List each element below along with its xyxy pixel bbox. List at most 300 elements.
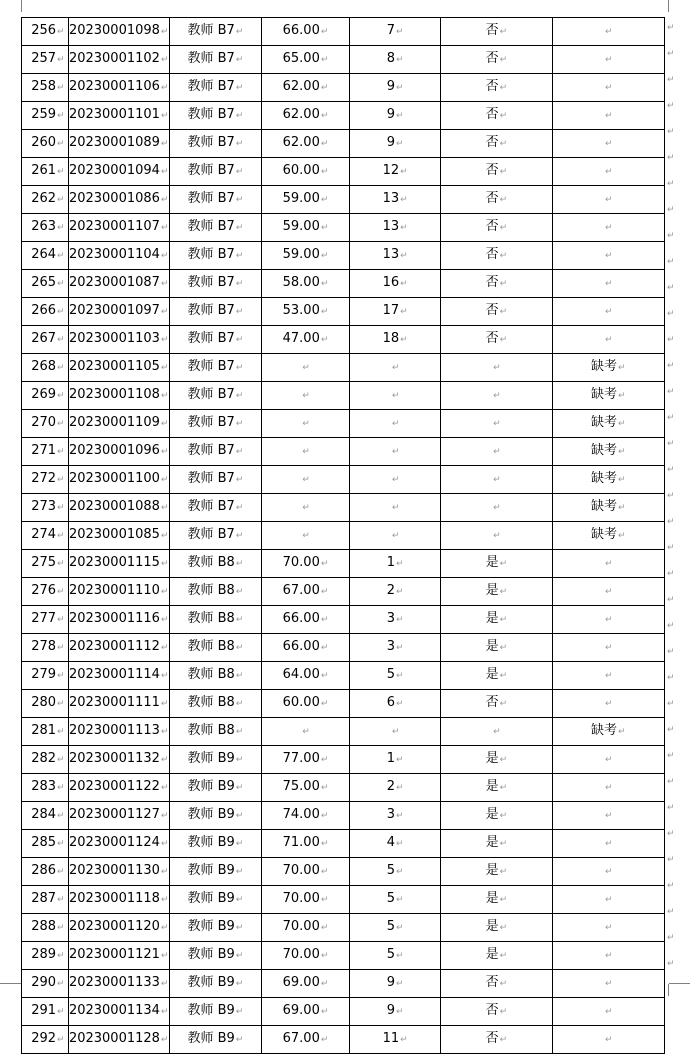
cell-rank <box>350 326 441 354</box>
cell-score-text: 66.00 <box>282 639 320 654</box>
paragraph-mark-icon: ↵ <box>235 251 244 261</box>
cell-exam-id <box>68 690 169 718</box>
paragraph-mark-icon: ↵ <box>235 139 244 149</box>
paragraph-mark-icon: ↵ <box>605 811 613 821</box>
paragraph-mark-icon: ↵ <box>160 27 169 37</box>
paragraph-mark-icon: ↵ <box>605 755 613 765</box>
cell-number-text: 267 <box>31 331 57 346</box>
cell-advance-text: 是 <box>485 667 499 682</box>
paragraph-mark-icon: ↵ <box>160 923 169 933</box>
paragraph-mark-icon: ↵ <box>235 83 244 93</box>
paragraph-mark-icon: ↵ <box>605 1035 613 1045</box>
paragraph-mark-icon: ↵ <box>395 55 404 65</box>
paragraph-mark-icon: ↵ <box>605 867 613 877</box>
cell-number-text: 282 <box>31 751 57 766</box>
cell-advance-text: 否 <box>485 331 499 346</box>
table-row <box>22 942 665 970</box>
paragraph-mark-icon: ↵ <box>160 335 169 345</box>
cell-position <box>169 354 261 382</box>
cell-number-text: 266 <box>31 303 57 318</box>
cell-rank-text: 3 <box>386 611 395 626</box>
cell-exam-id-text: 20230001088 <box>68 499 160 514</box>
cell-score <box>261 102 349 130</box>
paragraph-mark-icon: ↵ <box>605 83 613 93</box>
cell-exam-id-text: 20230001121 <box>68 947 160 962</box>
cell-number <box>22 914 69 942</box>
cell-position <box>169 18 261 46</box>
cell-remark <box>552 74 664 102</box>
cell-position <box>169 634 261 662</box>
paragraph-mark-icon: ↵ <box>57 223 65 233</box>
cell-score <box>261 1026 349 1054</box>
cell-score-text: 59.00 <box>282 191 320 206</box>
cell-number <box>22 382 69 410</box>
paragraph-mark-icon: ↵ <box>320 167 329 177</box>
cell-number-text: 283 <box>31 779 57 794</box>
paragraph-mark-icon: ↵ <box>493 419 501 429</box>
cell-advance-text: 否 <box>485 303 499 318</box>
cell-remark <box>552 494 664 522</box>
paragraph-mark-icon: ↵ <box>160 279 169 289</box>
paragraph-mark-icon: ↵ <box>320 559 329 569</box>
row-end-mark-icon: ↵ <box>667 933 675 943</box>
row-end-mark-icon: ↵ <box>667 777 675 787</box>
crop-mark-top-left <box>21 0 22 12</box>
row-end-mark-icon: ↵ <box>667 803 675 813</box>
cell-exam-id-text: 20230001116 <box>68 611 160 626</box>
cell-advance <box>441 970 552 998</box>
cell-remark <box>552 662 664 690</box>
cell-position <box>169 830 261 858</box>
paragraph-mark-icon: ↵ <box>160 363 169 373</box>
cell-exam-id <box>68 158 169 186</box>
cell-advance <box>441 858 552 886</box>
cell-exam-id <box>68 494 169 522</box>
paragraph-mark-icon: ↵ <box>235 951 244 961</box>
cell-number <box>22 1026 69 1054</box>
cell-advance <box>441 662 552 690</box>
paragraph-mark-icon: ↵ <box>160 111 169 121</box>
cell-rank-text: 9 <box>386 975 395 990</box>
cell-advance-text: 是 <box>485 751 499 766</box>
row-end-mark-icon: ↵ <box>667 881 675 891</box>
paragraph-mark-icon: ↵ <box>618 475 626 485</box>
cell-position <box>169 46 261 74</box>
cell-rank <box>350 970 441 998</box>
cell-number <box>22 718 69 746</box>
paragraph-mark-icon: ↵ <box>160 895 169 905</box>
cell-score-text: 75.00 <box>282 779 320 794</box>
cell-number <box>22 354 69 382</box>
paragraph-mark-icon: ↵ <box>499 83 508 93</box>
paragraph-mark-icon: ↵ <box>391 531 400 541</box>
paragraph-mark-icon: ↵ <box>302 391 310 401</box>
cell-position <box>169 522 261 550</box>
cell-advance <box>441 466 552 494</box>
cell-advance-text: 否 <box>485 23 499 38</box>
cell-rank-text: 1 <box>386 555 395 570</box>
cell-score-text: 67.00 <box>282 1031 320 1046</box>
cell-advance <box>441 690 552 718</box>
paragraph-mark-icon: ↵ <box>302 531 310 541</box>
paragraph-mark-icon: ↵ <box>160 699 169 709</box>
row-end-mark-icon: ↵ <box>667 829 675 839</box>
cell-number-text: 264 <box>31 247 57 262</box>
cell-number <box>22 942 69 970</box>
paragraph-mark-icon: ↵ <box>499 615 508 625</box>
paragraph-mark-icon: ↵ <box>499 1035 508 1045</box>
cell-rank <box>350 774 441 802</box>
cell-rank <box>350 578 441 606</box>
row-end-mark-icon: ↵ <box>667 413 675 423</box>
cell-exam-id-text: 20230001103 <box>68 331 160 346</box>
cell-score <box>261 466 349 494</box>
paragraph-mark-icon: ↵ <box>57 923 65 933</box>
cell-number <box>22 102 69 130</box>
cell-number <box>22 186 69 214</box>
table-row <box>22 354 665 382</box>
cell-rank <box>350 914 441 942</box>
paragraph-mark-icon: ↵ <box>235 895 244 905</box>
cell-advance-text: 否 <box>485 107 499 122</box>
paragraph-mark-icon: ↵ <box>499 671 508 681</box>
cell-score <box>261 242 349 270</box>
cell-exam-id <box>68 942 169 970</box>
cell-position-text: 教师 B7 <box>187 247 235 262</box>
cell-number-text: 289 <box>31 947 57 962</box>
cell-number-text: 275 <box>31 555 57 570</box>
cell-advance-text: 否 <box>485 695 499 710</box>
cell-advance <box>441 158 552 186</box>
paragraph-mark-icon: ↵ <box>57 727 65 737</box>
paragraph-mark-icon: ↵ <box>320 923 329 933</box>
cell-position-text: 教师 B9 <box>187 1031 235 1046</box>
cell-advance <box>441 410 552 438</box>
paragraph-mark-icon: ↵ <box>499 783 508 793</box>
cell-position-text: 教师 B7 <box>187 387 235 402</box>
paragraph-mark-icon: ↵ <box>160 671 169 681</box>
cell-number-text: 273 <box>31 499 57 514</box>
cell-advance <box>441 522 552 550</box>
paragraph-mark-icon: ↵ <box>160 419 169 429</box>
cell-number-text: 292 <box>31 1031 57 1046</box>
paragraph-mark-icon: ↵ <box>605 27 613 37</box>
cell-remark <box>552 186 664 214</box>
paragraph-mark-icon: ↵ <box>160 531 169 541</box>
cell-rank <box>350 466 441 494</box>
cell-score <box>261 326 349 354</box>
paragraph-mark-icon: ↵ <box>57 139 65 149</box>
cell-rank-text: 4 <box>386 835 395 850</box>
table-row <box>22 158 665 186</box>
cell-position <box>169 578 261 606</box>
paragraph-mark-icon: ↵ <box>499 279 508 289</box>
paragraph-mark-icon: ↵ <box>320 307 329 317</box>
cell-remark <box>552 606 664 634</box>
paragraph-mark-icon: ↵ <box>395 811 404 821</box>
cell-advance <box>441 186 552 214</box>
paragraph-mark-icon: ↵ <box>320 615 329 625</box>
cell-score <box>261 802 349 830</box>
paragraph-mark-icon: ↵ <box>235 839 244 849</box>
table-row <box>22 746 665 774</box>
paragraph-mark-icon: ↵ <box>400 251 408 261</box>
paragraph-mark-icon: ↵ <box>57 783 65 793</box>
cell-exam-id <box>68 550 169 578</box>
table-row <box>22 886 665 914</box>
paragraph-mark-icon: ↵ <box>235 587 244 597</box>
cell-number <box>22 242 69 270</box>
paragraph-mark-icon: ↵ <box>160 979 169 989</box>
row-end-mark-icon: ↵ <box>667 751 675 761</box>
cell-score <box>261 158 349 186</box>
cell-score <box>261 998 349 1026</box>
cell-number <box>22 214 69 242</box>
cell-position-text: 教师 B7 <box>187 107 235 122</box>
paragraph-mark-icon: ↵ <box>395 839 404 849</box>
cell-advance <box>441 354 552 382</box>
cell-number-text: 278 <box>31 639 57 654</box>
cell-score <box>261 438 349 466</box>
row-end-mark-icon: ↵ <box>667 257 675 267</box>
cell-exam-id-text: 20230001098 <box>68 23 160 38</box>
cell-rank-text: 9 <box>386 1003 395 1018</box>
cell-position <box>169 326 261 354</box>
paragraph-mark-icon: ↵ <box>605 195 613 205</box>
cell-exam-id-text: 20230001114 <box>68 667 160 682</box>
cell-position-text: 教师 B9 <box>187 835 235 850</box>
cell-advance-text: 是 <box>485 611 499 626</box>
cell-number-text: 279 <box>31 667 57 682</box>
cell-position <box>169 158 261 186</box>
cell-exam-id <box>68 74 169 102</box>
cell-score <box>261 186 349 214</box>
cell-score-text: 59.00 <box>282 219 320 234</box>
paragraph-mark-icon: ↵ <box>605 643 613 653</box>
cell-number-text: 263 <box>31 219 57 234</box>
paragraph-mark-icon: ↵ <box>395 923 404 933</box>
paragraph-mark-icon: ↵ <box>57 1035 65 1045</box>
paragraph-mark-icon: ↵ <box>57 251 65 261</box>
cell-number-text: 281 <box>31 723 57 738</box>
cell-rank-text: 6 <box>386 695 395 710</box>
table-row <box>22 326 665 354</box>
cell-exam-id-text: 20230001133 <box>68 975 160 990</box>
cell-advance <box>441 1026 552 1054</box>
cell-rank <box>350 130 441 158</box>
paragraph-mark-icon: ↵ <box>605 671 613 681</box>
cell-advance-text: 是 <box>485 779 499 794</box>
paragraph-mark-icon: ↵ <box>235 475 244 485</box>
paragraph-mark-icon: ↵ <box>235 391 244 401</box>
paragraph-mark-icon: ↵ <box>499 195 508 205</box>
row-end-mark-icon: ↵ <box>667 23 675 33</box>
cell-rank <box>350 214 441 242</box>
row-end-mark-icon: ↵ <box>667 725 675 735</box>
cell-score-text: 59.00 <box>282 247 320 262</box>
cell-position-text: 教师 B7 <box>187 79 235 94</box>
row-end-mark-icon: ↵ <box>667 335 675 345</box>
cell-remark <box>552 46 664 74</box>
cell-score <box>261 970 349 998</box>
paragraph-mark-icon: ↵ <box>499 335 508 345</box>
row-end-mark-icon: ↵ <box>667 595 675 605</box>
cell-number-text: 277 <box>31 611 57 626</box>
cell-advance-text: 是 <box>485 947 499 962</box>
cell-score <box>261 886 349 914</box>
cell-rank <box>350 858 441 886</box>
paragraph-mark-icon: ↵ <box>160 195 169 205</box>
paragraph-mark-icon: ↵ <box>605 783 613 793</box>
cell-exam-id <box>68 18 169 46</box>
paragraph-mark-icon: ↵ <box>57 615 65 625</box>
cell-position <box>169 998 261 1026</box>
cell-position <box>169 214 261 242</box>
cell-position-text: 教师 B8 <box>187 555 235 570</box>
paragraph-mark-icon: ↵ <box>160 1035 169 1045</box>
cell-number <box>22 158 69 186</box>
paragraph-mark-icon: ↵ <box>395 615 404 625</box>
cell-advance-text: 否 <box>485 219 499 234</box>
cell-rank-text: 12 <box>382 163 400 178</box>
cell-position <box>169 718 261 746</box>
cell-advance-text: 是 <box>485 919 499 934</box>
cell-remark <box>552 858 664 886</box>
table-row <box>22 410 665 438</box>
cell-advance <box>441 242 552 270</box>
paragraph-mark-icon: ↵ <box>605 111 613 121</box>
cell-score <box>261 690 349 718</box>
paragraph-mark-icon: ↵ <box>493 447 501 457</box>
cell-number-text: 271 <box>31 443 57 458</box>
cell-position-text: 教师 B7 <box>187 135 235 150</box>
paragraph-mark-icon: ↵ <box>302 363 310 373</box>
cell-position <box>169 690 261 718</box>
cell-score <box>261 914 349 942</box>
paragraph-mark-icon: ↵ <box>605 307 613 317</box>
paragraph-mark-icon: ↵ <box>235 671 244 681</box>
table-row <box>22 998 665 1026</box>
row-end-mark-icon: ↵ <box>667 75 675 85</box>
cell-score-text: 58.00 <box>282 275 320 290</box>
cell-position <box>169 970 261 998</box>
paragraph-mark-icon: ↵ <box>160 447 169 457</box>
cell-position-text: 教师 B8 <box>187 583 235 598</box>
cell-remark <box>552 774 664 802</box>
cell-rank <box>350 690 441 718</box>
cell-number-text: 260 <box>31 135 57 150</box>
cell-exam-id-text: 20230001113 <box>68 723 160 738</box>
cell-rank-text: 13 <box>382 219 400 234</box>
row-end-mark-icon: ↵ <box>667 387 675 397</box>
cell-number-text: 256 <box>31 23 57 38</box>
cell-score-text: 69.00 <box>282 975 320 990</box>
cell-rank <box>350 522 441 550</box>
row-end-mark-icon: ↵ <box>667 309 675 319</box>
cell-rank-text: 3 <box>386 639 395 654</box>
cell-rank <box>350 746 441 774</box>
cell-number-text: 270 <box>31 415 57 430</box>
paragraph-mark-icon: ↵ <box>493 727 501 737</box>
cell-rank <box>350 606 441 634</box>
cell-number-text: 280 <box>31 695 57 710</box>
cell-exam-id-text: 20230001108 <box>68 387 160 402</box>
cell-advance <box>441 18 552 46</box>
paragraph-mark-icon: ↵ <box>160 167 169 177</box>
paragraph-mark-icon: ↵ <box>499 223 508 233</box>
paragraph-mark-icon: ↵ <box>320 279 329 289</box>
cell-score <box>261 634 349 662</box>
cell-exam-id-text: 20230001086 <box>68 191 160 206</box>
table-row <box>22 130 665 158</box>
cell-exam-id <box>68 102 169 130</box>
cell-position <box>169 466 261 494</box>
row-end-mark-icon: ↵ <box>667 621 675 631</box>
paragraph-mark-icon: ↵ <box>499 951 508 961</box>
cell-advance-text: 否 <box>485 247 499 262</box>
cell-number <box>22 830 69 858</box>
paragraph-mark-icon: ↵ <box>499 979 508 989</box>
cell-advance-text: 是 <box>485 583 499 598</box>
paragraph-mark-icon: ↵ <box>391 475 400 485</box>
paragraph-mark-icon: ↵ <box>618 503 626 513</box>
cell-remark <box>552 158 664 186</box>
cell-number-text: 291 <box>31 1003 57 1018</box>
cell-rank <box>350 998 441 1026</box>
paragraph-mark-icon: ↵ <box>57 27 65 37</box>
cell-score-text: 62.00 <box>282 79 320 94</box>
cell-score <box>261 522 349 550</box>
table-row <box>22 494 665 522</box>
paragraph-mark-icon: ↵ <box>395 139 404 149</box>
paragraph-mark-icon: ↵ <box>160 139 169 149</box>
paragraph-mark-icon: ↵ <box>395 587 404 597</box>
cell-remark <box>552 522 664 550</box>
cell-exam-id-text: 20230001104 <box>68 247 160 262</box>
paragraph-mark-icon: ↵ <box>320 699 329 709</box>
paragraph-mark-icon: ↵ <box>499 895 508 905</box>
cell-exam-id-text: 20230001112 <box>68 639 160 654</box>
cell-remark <box>552 578 664 606</box>
paragraph-mark-icon: ↵ <box>57 391 65 401</box>
paragraph-mark-icon: ↵ <box>605 167 613 177</box>
cell-score <box>261 718 349 746</box>
cell-remark <box>552 690 664 718</box>
paragraph-mark-icon: ↵ <box>160 867 169 877</box>
paragraph-mark-icon: ↵ <box>395 979 404 989</box>
paragraph-mark-icon: ↵ <box>320 895 329 905</box>
paragraph-mark-icon: ↵ <box>160 307 169 317</box>
cell-number-text: 284 <box>31 807 57 822</box>
cell-rank-text: 5 <box>386 919 395 934</box>
cell-rank <box>350 634 441 662</box>
paragraph-mark-icon: ↵ <box>235 559 244 569</box>
paragraph-mark-icon: ↵ <box>320 951 329 961</box>
cell-position <box>169 942 261 970</box>
cell-score <box>261 74 349 102</box>
cell-score <box>261 298 349 326</box>
cell-exam-id-text: 20230001122 <box>68 779 160 794</box>
cell-number <box>22 298 69 326</box>
cell-score-text: 69.00 <box>282 1003 320 1018</box>
cell-number <box>22 858 69 886</box>
paragraph-mark-icon: ↵ <box>57 531 65 541</box>
paragraph-mark-icon: ↵ <box>400 1035 408 1045</box>
paragraph-mark-icon: ↵ <box>160 951 169 961</box>
cell-position-text: 教师 B7 <box>187 163 235 178</box>
paragraph-mark-icon: ↵ <box>57 447 65 457</box>
cell-remark-text: 缺考 <box>591 499 618 514</box>
